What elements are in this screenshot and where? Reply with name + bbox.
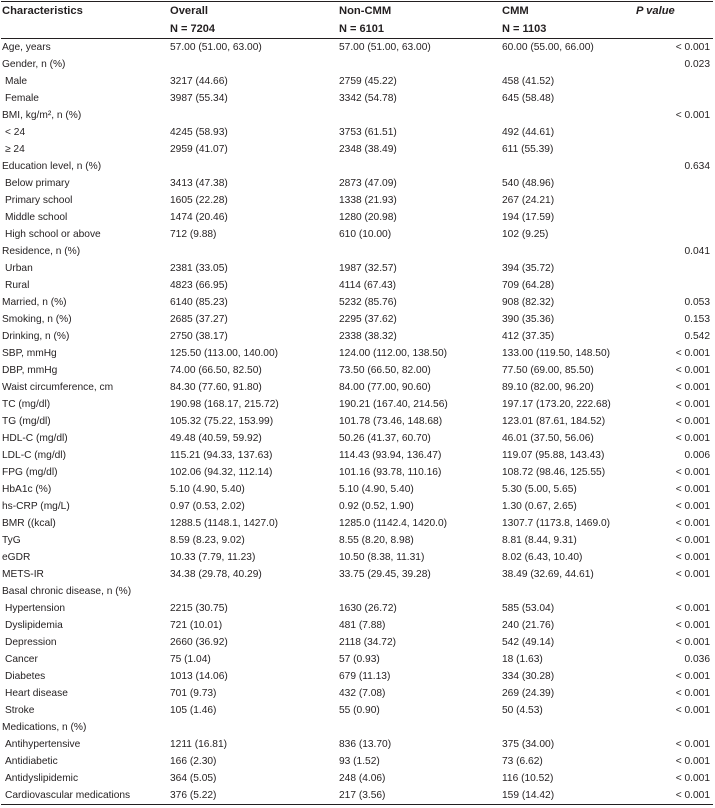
cell-cmm: 77.50 (69.00, 85.50) [502,365,594,376]
cell-overall: 74.00 (66.50, 82.50) [170,365,262,376]
cell-cmm: 119.07 (95.88, 143.43) [502,450,605,461]
cell-overall: 3217 (44.66) [170,76,228,87]
cell-cmm [502,158,636,175]
cell-non-cmm: 50.26 (41.37, 60.70) [339,433,431,444]
cell-p-value: < 0.001 [675,518,710,529]
cell-characteristic: Heart disease [5,688,68,699]
cell-cmm: 108.72 (98.46, 125.55) [502,467,606,478]
table-row [1,787,713,805]
cell-non-cmm [339,719,502,736]
header-p-value: P value [636,2,713,21]
table-row [1,362,713,379]
cell-non-cmm [339,243,502,260]
cell-characteristic: DBP, mmHg [2,365,58,376]
cell-p-value: < 0.001 [675,535,710,546]
cell-cmm: 458 (41.52) [502,76,555,87]
cell-overall: 712 (9.88) [170,229,217,240]
table-row [1,447,713,464]
table-row [1,532,713,549]
cell-overall: 49.48 (40.59, 59.92) [170,433,262,444]
cell-characteristic: Female [5,93,39,104]
cell-non-cmm: 0.92 (0.52, 1.90) [339,501,414,512]
cell-cmm [502,719,636,736]
cell-non-cmm: 101.16 (93.78, 110.16) [339,467,442,478]
cell-overall: 105 (1.46) [170,705,217,716]
cell-cmm: 611 (55.39) [502,144,554,155]
cell-overall [170,56,339,73]
cell-characteristic: Primary school [5,195,73,206]
cell-cmm: 709 (64.28) [502,280,555,291]
cell-cmm [502,56,636,73]
cell-p-value: < 0.001 [675,756,710,767]
cell-non-cmm: 3342 (54.78) [339,93,397,104]
sample-size-row [1,20,713,39]
cell-characteristic: LDL-C (mg/dl) [2,450,66,461]
cell-characteristic: Residence, n (%) [2,246,81,257]
cell-cmm: 197.17 (173.20, 222.68) [502,399,611,410]
cell-characteristic: Male [5,76,28,87]
cell-p-value [636,141,713,158]
header-cmm: CMM [502,2,636,21]
cell-characteristic: Cancer [5,654,38,665]
cell-overall: 57.00 (51.00, 63.00) [170,42,262,53]
cell-characteristic: HbA1c (%) [2,484,52,495]
cell-cmm: 123.01 (87.61, 184.52) [502,416,606,427]
table-row [1,209,713,226]
table-row [1,651,713,668]
cell-cmm: 1.30 (0.67, 2.65) [502,501,577,512]
cell-overall: 125.50 (113.00, 140.00) [170,348,278,359]
cell-non-cmm [339,583,502,600]
cell-characteristic: Diabetes [5,671,46,682]
table-row [1,73,713,90]
table-row [1,39,713,57]
cell-p-value: < 0.001 [675,569,710,580]
cell-p-value [636,175,713,192]
cell-p-value: < 0.001 [675,773,710,784]
cell-cmm [502,243,636,260]
cell-characteristic: Married, n (%) [2,297,67,308]
cell-p-value: < 0.001 [675,433,710,444]
cell-characteristic: Middle school [5,212,68,223]
cell-cmm: 645 (58.48) [502,93,555,104]
cell-characteristic: eGDR [2,552,31,563]
cell-characteristic: METS-IR [2,569,44,580]
cell-p-value [636,90,713,107]
table-row [1,243,713,260]
sample-size-cmm: N = 1103 [502,20,636,39]
cell-cmm: 267 (24.21) [502,195,555,206]
cell-p-value [636,583,713,600]
cell-characteristic: < 24 [5,127,26,138]
cell-p-value [636,260,713,277]
cell-non-cmm: 5.10 (4.90, 5.40) [339,484,414,495]
cell-non-cmm: 1280 (20.98) [339,212,397,223]
cell-non-cmm: 124.00 (112.00, 138.50) [339,348,447,359]
cell-p-value: 0.153 [684,314,710,325]
cell-cmm [502,583,636,600]
cell-overall: 4245 (58.93) [170,127,228,138]
cell-overall [170,719,339,736]
cell-cmm: 394 (35.72) [502,263,555,274]
cell-overall: 2215 (30.75) [170,603,228,614]
cell-characteristic: Stroke [5,705,35,716]
table-row [1,600,713,617]
cell-overall [170,107,339,124]
cell-characteristic: ≥ 24 [5,144,25,155]
cell-p-value: < 0.001 [675,382,710,393]
cell-p-value: 0.053 [684,297,710,308]
cell-p-value [636,719,713,736]
table-row [1,668,713,685]
cell-non-cmm: 55 (0.90) [339,705,380,716]
cell-characteristic: Antidyslipidemic [5,773,79,784]
header-row [1,2,713,21]
cell-non-cmm: 1338 (21.93) [339,195,397,206]
table-row [1,702,713,719]
cell-cmm: 8.81 (8.44, 9.31) [502,535,577,546]
cell-non-cmm: 57.00 (51.00, 63.00) [339,42,431,53]
cell-cmm: 116 (10.52) [502,773,554,784]
cell-overall: 721 (10.01) [170,620,223,631]
cell-non-cmm: 679 (11.13) [339,671,391,682]
cell-p-value [636,124,713,141]
cell-characteristic: hs-CRP (mg/L) [2,501,70,512]
cell-p-value: < 0.001 [675,399,710,410]
cell-p-value: < 0.001 [675,484,710,495]
cell-non-cmm: 2338 (38.32) [339,331,397,342]
cell-characteristic: Gender, n (%) [2,59,66,70]
cell-cmm: 5.30 (5.00, 5.65) [502,484,577,495]
cell-overall: 1605 (22.28) [170,195,228,206]
cell-overall: 84.30 (77.60, 91.80) [170,382,262,393]
cell-characteristic: BMI, kg/m², n (%) [2,110,82,121]
cell-cmm: 38.49 (32.69, 44.61) [502,569,594,580]
cell-cmm: 18 (1.63) [502,654,543,665]
table-row [1,158,713,175]
cell-non-cmm: 2759 (45.22) [339,76,397,87]
cell-characteristic: TC (mg/dl) [2,399,51,410]
cell-characteristic: TG (mg/dl) [2,416,51,427]
cell-p-value: < 0.001 [675,688,710,699]
cell-non-cmm: 217 (3.56) [339,787,502,805]
cell-non-cmm: 8.55 (8.20, 8.98) [339,535,414,546]
cell-overall: 364 (5.05) [170,773,217,784]
table-row [1,90,713,107]
cell-overall [170,158,339,175]
cell-cmm: 492 (44.61) [502,127,555,138]
cell-characteristic: Drinking, n (%) [2,331,70,342]
table-row [1,583,713,600]
cell-cmm: 73 (6.62) [502,756,543,767]
table-row [1,192,713,209]
cell-non-cmm: 84.00 (77.00, 90.60) [339,382,431,393]
cell-cmm [502,107,636,124]
table-row [1,566,713,583]
cell-non-cmm: 2295 (37.62) [339,314,397,325]
cell-non-cmm: 114.43 (93.94, 136.47) [339,450,442,461]
cell-p-value: < 0.001 [675,348,710,359]
cell-cmm: 908 (82.32) [502,297,555,308]
cell-non-cmm: 33.75 (29.45, 39.28) [339,569,431,580]
header-overall: Overall [170,2,339,21]
cell-overall: 5.10 (4.90, 5.40) [170,484,245,495]
cell-non-cmm: 1285.0 (1142.4, 1420.0) [339,518,447,529]
cell-non-cmm [339,107,502,124]
cell-characteristic: Urban [5,263,33,274]
cell-overall: 1474 (20.46) [170,212,228,223]
cell-overall: 10.33 (7.79, 11.23) [170,552,256,563]
cell-overall: 8.59 (8.23, 9.02) [170,535,245,546]
cell-cmm: 412 (37.35) [502,331,555,342]
cell-characteristic: Basal chronic disease, n (%) [2,586,132,597]
cell-characteristic: Depression [5,637,57,648]
cell-overall: 701 (9.73) [170,688,217,699]
table-row [1,226,713,243]
cell-overall: 0.97 (0.53, 2.02) [170,501,245,512]
cell-characteristic: Antidiabetic [5,756,58,767]
cell-characteristic: Cardiovascular medications [1,787,170,805]
cell-cmm: 540 (48.96) [502,178,555,189]
cell-cmm: 542 (49.14) [502,637,555,648]
cell-p-value: < 0.001 [675,620,710,631]
cell-non-cmm: 3753 (61.51) [339,127,397,138]
table-row [1,515,713,532]
cell-characteristic: BMR ((kcal) [2,518,56,529]
cell-non-cmm: 10.50 (8.38, 11.31) [339,552,425,563]
cell-cmm: 133.00 (119.50, 148.50) [502,348,610,359]
table-row [1,260,713,277]
sample-size-blank [1,20,170,39]
cell-overall [170,243,339,260]
table-row [1,549,713,566]
cell-p-value: < 0.001 [636,787,713,805]
cell-characteristic: Smoking, n (%) [2,314,72,325]
cell-p-value: < 0.001 [675,603,710,614]
cell-characteristic: SBP, mmHg [2,348,57,359]
cell-cmm: 390 (35.36) [502,314,555,325]
cell-overall: 75 (1.04) [170,654,211,665]
baseline-characteristics-table [1,1,713,805]
cell-non-cmm: 481 (7.88) [339,620,386,631]
cell-cmm: 50 (4.53) [502,705,543,716]
sample-size-overall: N = 7204 [170,20,339,39]
cell-characteristic: Below primary [5,178,70,189]
cell-characteristic: Education level, n (%) [2,161,102,172]
cell-non-cmm: 432 (7.08) [339,688,386,699]
table-header [1,2,713,39]
cell-non-cmm: 190.21 (167.40, 214.56) [339,399,448,410]
cell-p-value: < 0.001 [675,501,710,512]
cell-p-value [636,277,713,294]
cell-cmm: 334 (30.28) [502,671,555,682]
cell-non-cmm: 4114 (67.43) [339,280,397,291]
sample-size-p-blank [636,20,713,39]
cell-overall: 2959 (41.07) [170,144,228,155]
header-non-cmm: Non-CMM [339,2,502,21]
table-row [1,617,713,634]
cell-overall: 4823 (66.95) [170,280,228,291]
cell-cmm: 89.10 (82.00, 96.20) [502,382,594,393]
cell-overall: 376 (5.22) [170,787,339,805]
cell-p-value [636,226,713,243]
cell-characteristic: Hypertension [5,603,66,614]
cell-overall: 115.21 (94.33, 137.63) [170,450,273,461]
cell-p-value [636,192,713,209]
cell-p-value: < 0.001 [675,739,710,750]
cell-p-value: < 0.001 [675,416,710,427]
cell-cmm: 60.00 (55.00, 66.00) [502,42,594,53]
cell-overall [170,583,339,600]
table-row [1,277,713,294]
table-row [1,328,713,345]
table-row [1,770,713,787]
cell-p-value: 0.006 [684,450,710,461]
table-row [1,175,713,192]
cell-overall: 2750 (38.17) [170,331,228,342]
table-row [1,430,713,447]
cell-overall: 102.06 (94.32, 112.14) [170,467,273,478]
table-body [1,39,713,805]
cell-overall: 1211 (16.81) [170,739,228,750]
cell-p-value: 0.036 [684,654,710,665]
sample-size-non-cmm: N = 6101 [339,20,502,39]
cell-characteristic: Rural [5,280,30,291]
cell-non-cmm: 610 (10.00) [339,229,392,240]
cell-overall: 34.38 (29.78, 40.29) [170,569,262,580]
cell-characteristic: FPG (mg/dl) [2,467,58,478]
cell-cmm: 102 (9.25) [502,229,549,240]
cell-p-value [636,73,713,90]
cell-characteristic: HDL-C (mg/dl) [2,433,68,444]
cell-non-cmm: 57 (0.93) [339,654,380,665]
table-row [1,141,713,158]
cell-overall: 1013 (14.06) [170,671,228,682]
cell-overall: 1288.5 (1148.1, 1427.0) [170,518,278,529]
cell-overall: 190.98 (168.17, 215.72) [170,399,279,410]
cell-non-cmm: 2348 (38.49) [339,144,397,155]
cell-p-value: < 0.001 [675,42,710,53]
cell-non-cmm: 2873 (47.09) [339,178,397,189]
cell-p-value: < 0.001 [675,365,710,376]
table-row [1,379,713,396]
cell-overall: 105.32 (75.22, 153.99) [170,416,274,427]
cell-characteristic: TyG [2,535,21,546]
cell-characteristic: Dyslipidemia [5,620,63,631]
cell-non-cmm [339,56,502,73]
cell-cmm: 159 (14.42) [502,787,636,805]
cell-p-value: < 0.001 [675,671,710,682]
cell-non-cmm: 1630 (26.72) [339,603,397,614]
cell-p-value: 0.542 [684,331,710,342]
cell-non-cmm: 1987 (32.57) [339,263,397,274]
header-characteristics: Characteristics [1,2,170,21]
cell-p-value: < 0.001 [675,637,710,648]
cell-overall: 2685 (37.27) [170,314,228,325]
cell-overall: 6140 (85.23) [170,297,228,308]
table-row [1,685,713,702]
cell-non-cmm: 836 (13.70) [339,739,392,750]
cell-non-cmm: 248 (4.06) [339,773,386,784]
table-row [1,464,713,481]
cell-overall: 3987 (55.34) [170,93,228,104]
cell-p-value: 0.041 [684,246,710,257]
cell-non-cmm: 2118 (34.72) [339,637,397,648]
cell-cmm: 1307.7 (1173.8, 1469.0) [502,518,610,529]
table-row [1,294,713,311]
cell-p-value: < 0.001 [675,467,710,478]
cell-overall: 166 (2.30) [170,756,217,767]
table-row [1,107,713,124]
table-row [1,56,713,73]
cell-cmm: 194 (17.59) [502,212,555,223]
cell-cmm: 240 (21.76) [502,620,555,631]
cell-cmm: 375 (34.00) [502,739,555,750]
cell-characteristic: High school or above [5,229,101,240]
cell-cmm: 585 (53.04) [502,603,555,614]
cell-p-value: < 0.001 [675,705,710,716]
table-row [1,481,713,498]
cell-overall: 2660 (36.92) [170,637,228,648]
cell-overall: 2381 (33.05) [170,263,228,274]
table-row [1,345,713,362]
cell-non-cmm: 101.78 (73.46, 148.68) [339,416,443,427]
cell-cmm: 8.02 (6.43, 10.40) [502,552,583,563]
cell-p-value: < 0.001 [675,552,710,563]
cell-p-value: 0.023 [684,59,710,70]
cell-cmm: 46.01 (37.50, 56.06) [502,433,594,444]
cell-characteristic: Age, years [2,42,51,53]
table-row [1,719,713,736]
cell-non-cmm: 5232 (85.76) [339,297,397,308]
cell-p-value: < 0.001 [675,110,710,121]
cell-non-cmm [339,158,502,175]
table-row [1,413,713,430]
table-row [1,498,713,515]
table-row [1,736,713,753]
cell-p-value [636,209,713,226]
cell-non-cmm: 93 (1.52) [339,756,380,767]
table-row [1,124,713,141]
cell-non-cmm: 73.50 (66.50, 82.00) [339,365,431,376]
table-row [1,396,713,413]
cell-p-value: 0.634 [684,161,710,172]
cell-characteristic: Medications, n (%) [2,722,87,733]
table-row [1,753,713,770]
cell-cmm: 269 (24.39) [502,688,555,699]
table-row [1,311,713,328]
cell-overall: 3413 (47.38) [170,178,228,189]
cell-characteristic: Antihypertensive [5,739,81,750]
cell-characteristic: Waist circumference, cm [2,382,114,393]
table-row [1,634,713,651]
